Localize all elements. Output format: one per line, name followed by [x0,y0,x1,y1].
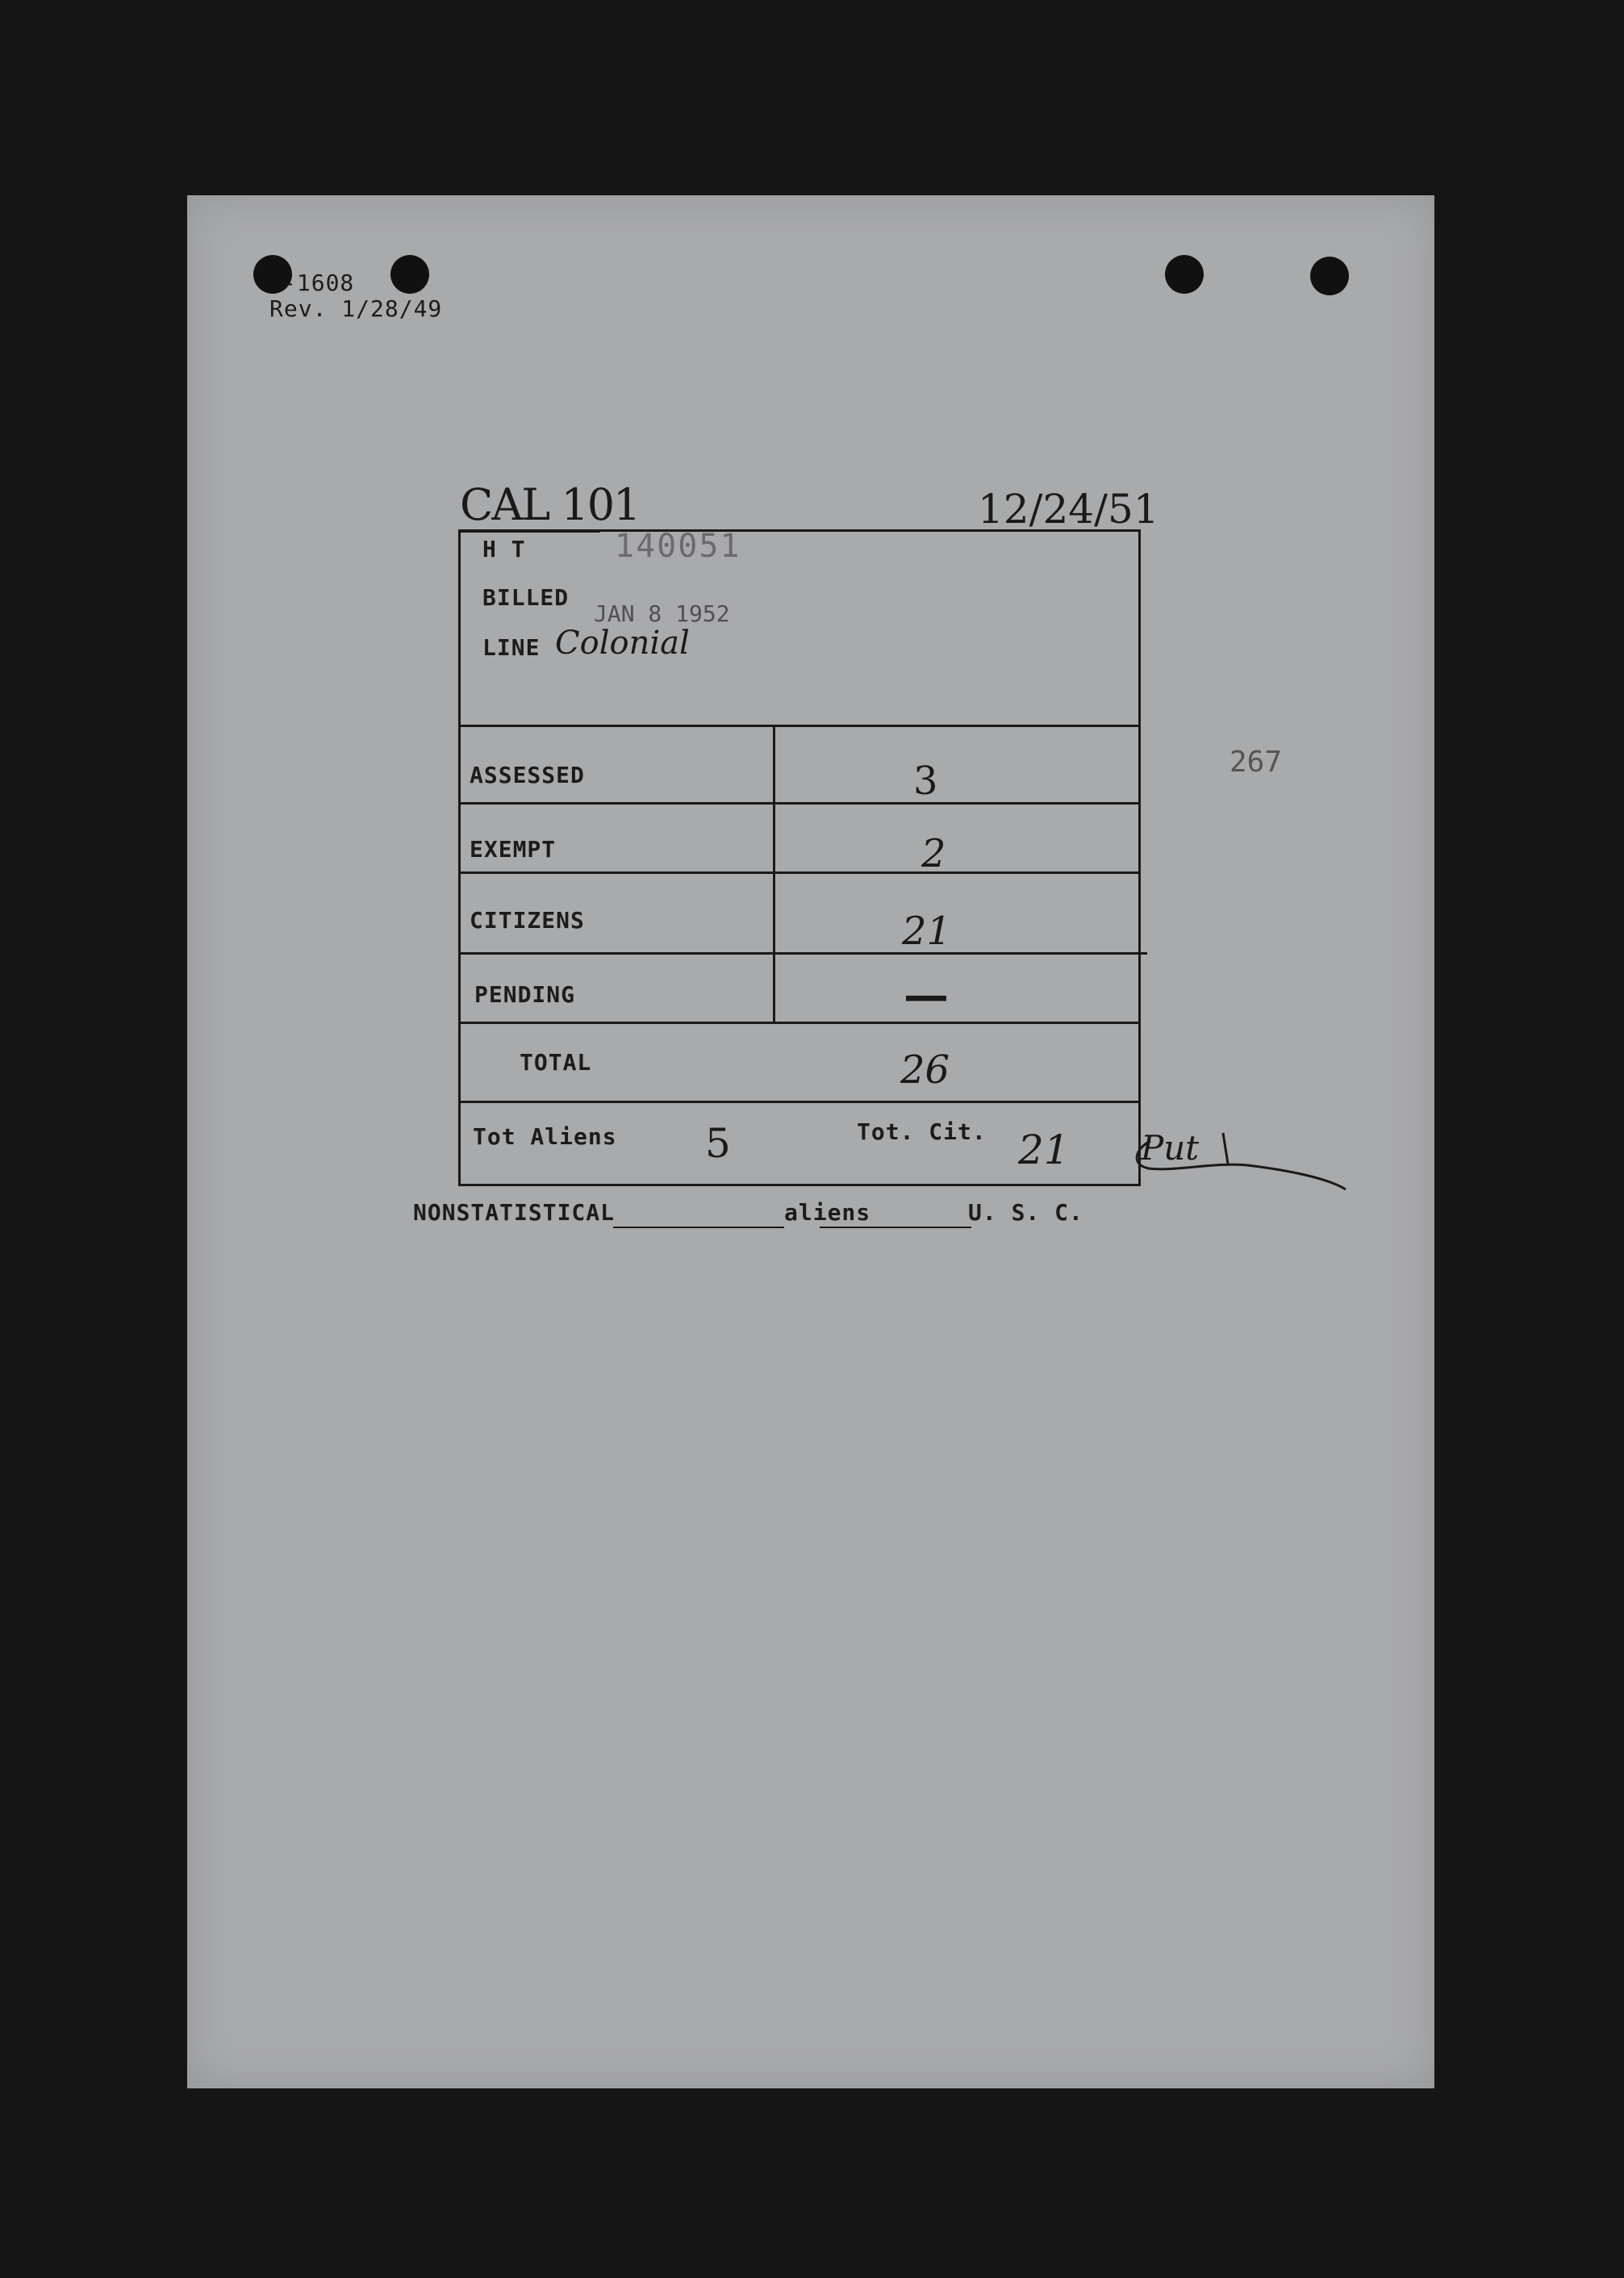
inspector-signature-flourish [1126,1117,1360,1198]
column-divider [773,726,775,1022]
billed-date-stamp: JAN 8 1952 [594,600,730,627]
punch-hole-left-2 [390,255,429,294]
rule-info-bottom [458,725,1141,727]
rule-total-bottom [458,1101,1141,1103]
ht-label: H T [482,536,526,562]
form-number: -1608 [282,270,355,296]
citizens-value: 21 [902,909,952,954]
rule-exempt-bottom [458,871,1141,874]
assessed-value: 3 [913,759,938,804]
billed-label: BILLED [482,584,570,611]
port-code: CAL 101 [460,479,640,530]
pending-value: — [904,968,949,1022]
tot-cit-label: Tot. Cit. [857,1118,987,1145]
total-label: TOTAL [520,1049,592,1076]
total-value: 26 [900,1047,950,1093]
pending-label: PENDING [474,981,576,1008]
rule-assessed-bottom [458,802,1141,805]
line-label: LINE [482,634,541,661]
ht-number-stamp: 140051 [615,528,741,565]
tot-aliens-value: 5 [705,1120,731,1167]
rule-citizens-bottom [458,952,1147,955]
margin-number-stamp: 267 [1229,746,1283,779]
rule-pending-bottom [458,1022,1141,1024]
exempt-label: EXEMPT [470,836,557,863]
punch-hole-right-2 [1310,257,1349,295]
inspector-initials: Put [1141,1128,1200,1168]
entry-date: 12/24/51 [978,486,1159,533]
nonstatistical-blank [613,1227,784,1228]
footer-aliens-label: aliens [784,1199,871,1226]
form-revision: Rev. 1/28/49 [269,295,443,322]
punch-hole-right-1 [1165,255,1204,294]
aliens-blank [820,1227,971,1228]
citizens-label: CITIZENS [470,907,585,934]
steamship-line-name: Colonial [555,625,690,662]
tot-aliens-label: Tot Aliens [473,1123,617,1150]
nonstatistical-label: NONSTATISTICAL [413,1199,616,1226]
usc-label: U. S. C. [968,1199,1083,1226]
tot-cit-value: 21 [1018,1126,1070,1173]
exempt-value: 2 [921,831,946,876]
assessed-label: ASSESSED [470,762,585,788]
